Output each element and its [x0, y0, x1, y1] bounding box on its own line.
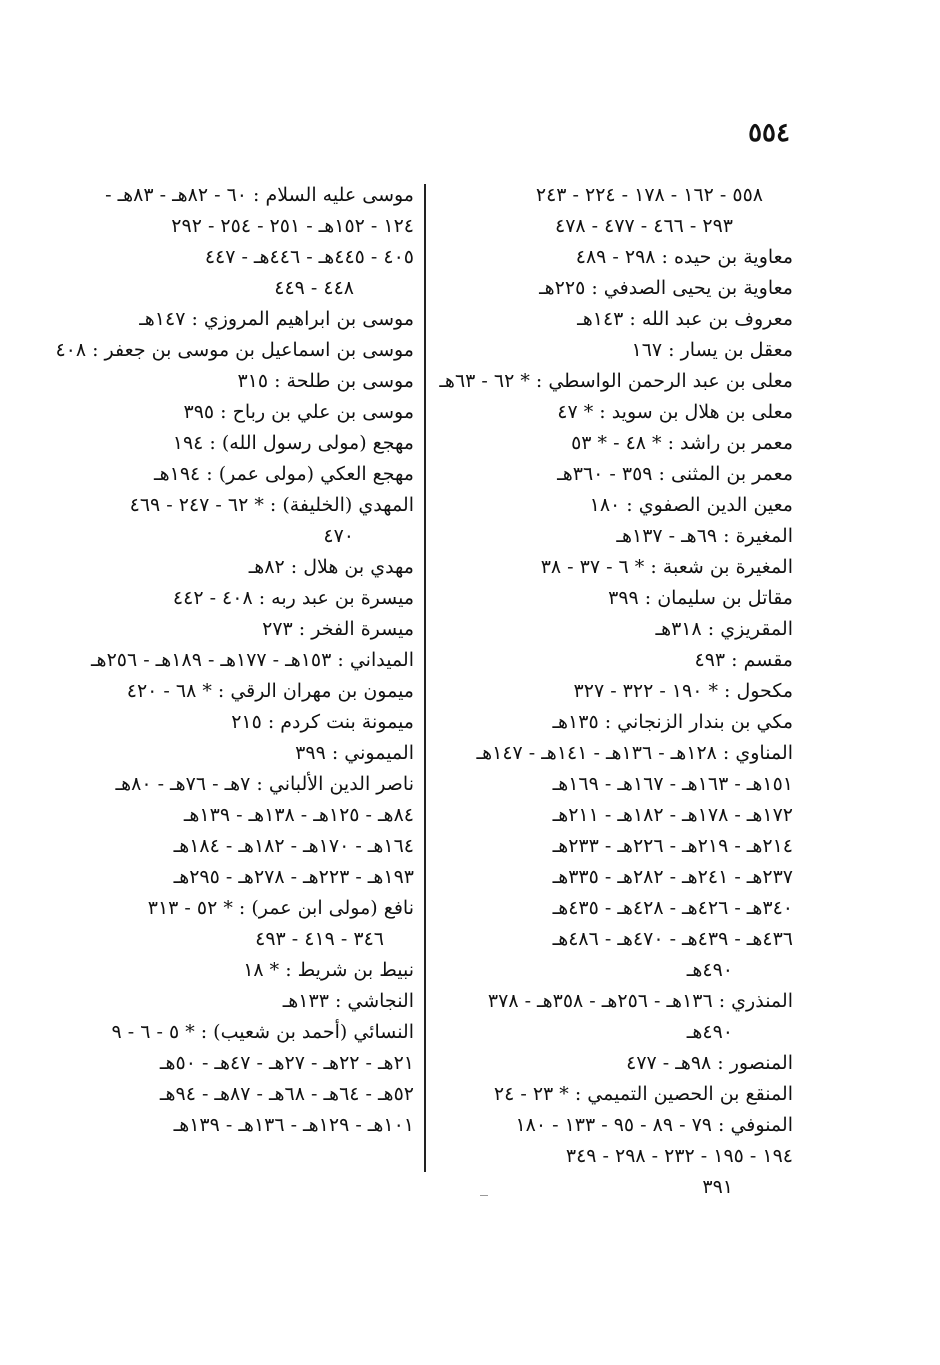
- index-column-left: [55, 180, 414, 1141]
- index-line: ١٠١هـ - ١٢٩هـ - ١٣٦هـ - ١٣٩هـ: [173, 1114, 414, 1136]
- page-speck: [480, 1195, 488, 1196]
- index-entry: موسى بن ابراهيم المروزي : ١٤٧هـ: [139, 308, 414, 330]
- index-line: ٥٥٨ - ١٦٢ - ١٧٨ - ٢٢٤ - ٢٤٣: [535, 184, 763, 206]
- index-line: ٣٤٠هـ - ٤٢٦هـ - ٤٢٨هـ - ٤٣٥هـ: [552, 897, 793, 919]
- index-line: ٢٩٣ - ٤٦٦ - ٤٧٧ - ٤٧٨: [555, 215, 733, 237]
- index-entry: ميمون بن مهران الرقي : * ٦٨ - ٤٢٠: [126, 680, 414, 702]
- index-line: ٢٣٧هـ - ٢٤١هـ - ٢٨٢هـ - ٣٣٥هـ: [552, 866, 793, 888]
- index-entry: معروف بن عبد الله : ١٤٣هـ: [577, 308, 793, 330]
- index-entry: مقاتل بن سليمان : ٣٩٩: [608, 587, 793, 609]
- index-line: ١٦٤هـ - ١٧٠هـ - ١٨٢هـ - ١٨٤هـ: [173, 835, 414, 857]
- index-entry: المقريزي : ٣١٨هـ: [655, 618, 793, 640]
- index-entry: المنوفي : ٧٩ - ٨٩ - ٩٥ - ١٣٣ - ١٨٠: [515, 1114, 793, 1136]
- index-entry: النسائي (أحمد بن شعيب) : * ٥ - ٦ - ٩: [111, 1021, 414, 1043]
- index-line: ١٩٣هـ - ٢٢٣هـ - ٢٧٨هـ - ٢٩٥هـ: [173, 866, 414, 888]
- index-entry: معاوية بن يحيى الصدفي : ٢٢٥هـ: [539, 277, 793, 299]
- index-entry: المغيرة بن شعبة : * ٦ - ٣٧ - ٣٨: [540, 556, 793, 578]
- index-line: ١٢٤ - ١٥٢هـ - ٢٥١ - ٢٥٤ - ٢٩٢: [171, 215, 414, 237]
- index-line: ٣٤٦ - ٤١٩ - ٤٩٣: [255, 928, 384, 950]
- index-entry: ناصر الدين الألباني : ٧هـ - ٧٦هـ - ٨٠هـ: [115, 773, 414, 795]
- index-entry: مهجع العكي (مولى عمر) : ١٩٤هـ: [154, 463, 414, 485]
- index-line: ١٧٢هـ - ١٧٨هـ - ١٨٢هـ - ٢١١هـ: [552, 804, 793, 826]
- index-entry: مكي بن بندار الزنجاني : ١٣٥هـ: [552, 711, 793, 733]
- index-line: ٤٩٠هـ: [686, 1021, 733, 1043]
- index-entry: مهجع (مولى رسول الله) : ١٩٤: [172, 432, 414, 454]
- index-line: ٢١٤هـ - ٢١٩هـ - ٢٢٦هـ - ٢٣٣هـ: [552, 835, 793, 857]
- index-entry: ميمونة بنت كردم : ٢١٥: [231, 711, 414, 733]
- index-entry: معقل بن يسار : ١٦٧: [631, 339, 793, 361]
- index-entry: مهدي بن هلال : ٨٢هـ: [248, 556, 414, 578]
- index-entry: نبيط بن شريط : * ١٨: [243, 959, 414, 981]
- index-entry: المنصور : ٩٨هـ - ٤٧٧: [626, 1052, 793, 1074]
- index-line: ٥٢هـ - ٦٤هـ - ٦٨هـ - ٨٧هـ - ٩٤هـ: [159, 1083, 414, 1105]
- index-entry: المهدي (الخليفة) : * ٦٢ - ٢٤٧ - ٤٦٩: [129, 494, 414, 516]
- index-entry: المغيرة : ٦٩هـ - ١٣٧هـ: [616, 525, 793, 547]
- index-entry: المناوي : ١٢٨هـ - ١٣٦هـ - ١٤١هـ - ١٤٧هـ: [476, 742, 793, 764]
- index-entry: موسى بن اسماعيل بن موسى بن جعفر : ٤٠٨: [55, 339, 414, 361]
- index-line: ٨٤هـ - ١٢٥هـ - ١٣٨هـ - ١٣٩هـ: [183, 804, 414, 826]
- index-entry: معاوية بن حيده : ٢٩٨ - ٤٨٩: [575, 246, 793, 268]
- index-column-right: [438, 180, 793, 1203]
- index-entry: النجاشي : ١٣٣هـ: [282, 990, 414, 1012]
- index-entry: موسى بن علي بن رباح : ٣٩٥: [183, 401, 414, 423]
- index-entry: نافع (مولى ابن عمر) : * ٥٢ - ٣١٣: [147, 897, 414, 919]
- index-entry: معمر بن المثنى : ٣٥٩ - ٣٦٠هـ: [557, 463, 793, 485]
- index-entry: مقسم : ٤٩٣: [694, 649, 793, 671]
- index-line: ٤٣٦هـ - ٤٣٩هـ - ٤٧٠هـ - ٤٨٦هـ: [552, 928, 793, 950]
- index-line: ٣٩١: [702, 1176, 733, 1198]
- index-entry: معين الدين الصفوي : ١٨٠: [589, 494, 793, 516]
- index-line: ٤٤٨ - ٤٤٩: [274, 277, 354, 299]
- index-entry: المنقع بن الحصين التميمي : * ٢٣ - ٢٤: [493, 1083, 793, 1105]
- column-divider: [424, 184, 426, 1172]
- index-entry: الميموني : ٣٩٩: [295, 742, 414, 764]
- index-line: ٤٩٠هـ: [686, 959, 733, 981]
- index-line: ٢١هـ - ٢٢هـ - ٢٧هـ - ٤٧هـ - ٥٠هـ: [159, 1052, 414, 1074]
- index-entry: معلى بن هلال بن سويد : * ٤٧: [557, 401, 793, 423]
- index-entry: موسى عليه السلام : ٦٠ - ٨٢هـ - ٨٣هـ -: [105, 184, 414, 206]
- index-line: ١٥١هـ - ١٦٣هـ - ١٦٧هـ - ١٦٩هـ: [552, 773, 793, 795]
- index-entry: ميسرة الفخر : ٢٧٣: [262, 618, 414, 640]
- index-line: ١٩٤ - ١٩٥ - ٢٣٢ - ٢٩٨ - ٣٤٩: [565, 1145, 793, 1167]
- index-entry: مكحول : * ١٩٠ - ٣٢٢ - ٣٢٧: [573, 680, 793, 702]
- index-entry: ميسرة بن عبد ربه : ٤٠٨ - ٤٤٢: [172, 587, 414, 609]
- index-entry: معلى بن عبد الرحمن الواسطي : * ٦٢ - ٦٣هـ: [439, 370, 793, 392]
- index-entry: معمر بن راشد : * ٤٨ - * ٥٣: [571, 432, 793, 454]
- index-entry: الميداني : ١٥٣هـ - ١٧٧هـ - ١٨٩هـ - ٢٥٦هـ: [90, 649, 414, 671]
- index-line: ٤٠٥ - ٤٤٥هـ - ٤٤٦هـ - ٤٤٧: [204, 246, 414, 268]
- index-entry: المنذري : ١٣٦هـ - ٢٥٦هـ - ٣٥٨هـ - ٣٧٨: [487, 990, 793, 1012]
- index-entry: موسى بن طلحة : ٣١٥: [237, 370, 414, 392]
- page-number: ٥٥٤: [748, 118, 790, 148]
- index-line: ٤٧٠: [323, 525, 354, 547]
